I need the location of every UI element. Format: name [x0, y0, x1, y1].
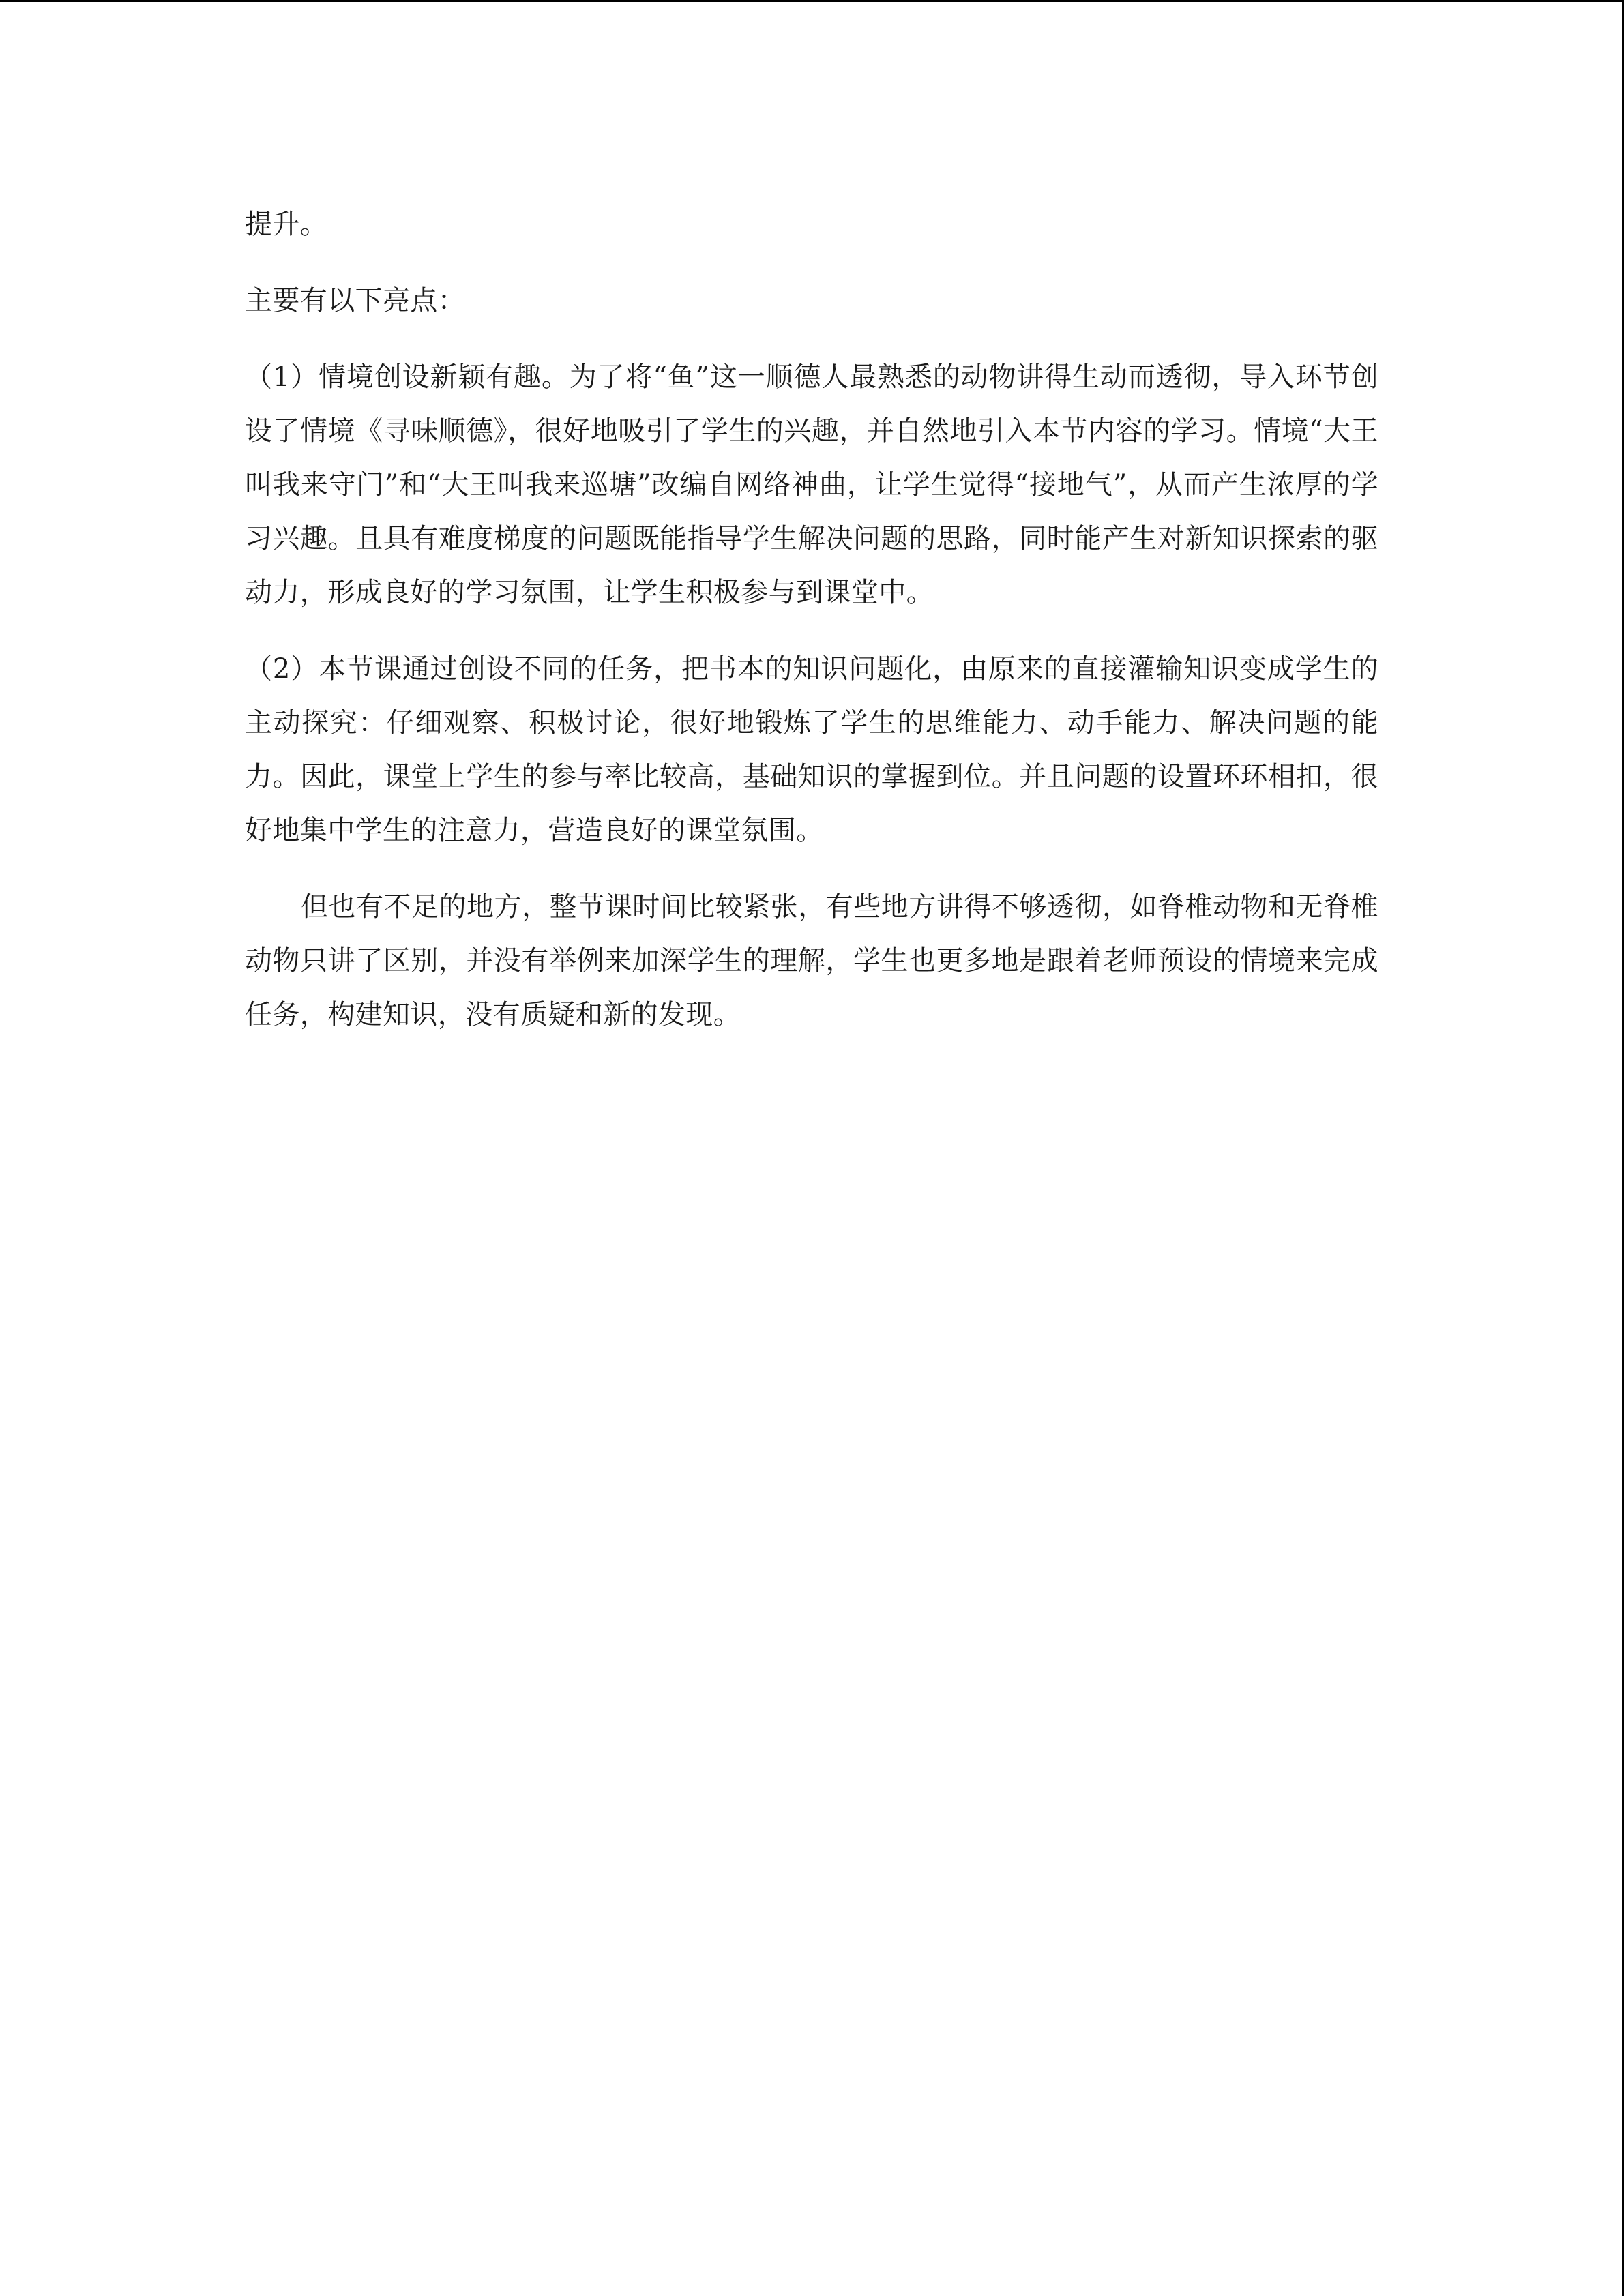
- page-top-border: [0, 0, 1624, 2]
- document-body: [245, 198, 1378, 1042]
- paragraph-highlight-2: （2）本节课通过创设不同的任务，把书本的知识问题化，由原来的直接灌输知识变成学生的主动探究：仔细观察、积极讨论，很好地锻炼了学生的思维能力、动手能力、解决问题的能力。因此，课堂上学生的参与率比较高，基础知识的掌握到位。并且问题的设置环环相扣，很好地集中学生的注意力，营造良好的课堂氛围。: [245, 653, 1378, 846]
- paragraph-shortcomings: 但也有不足的地方，整节课时间比较紧张，有些地方讲得不够透彻，如脊椎动物和无脊椎动物只讲了区别，并没有举例来加深学生的理解，学生也更多地是跟着老师预设的情境来完成任务，构建知识，没有质疑和新的发现。: [245, 891, 1378, 1030]
- paragraph-highlights-intro: 主要有以下亮点：: [245, 285, 466, 316]
- paragraph-continuation: 提升。: [245, 209, 328, 240]
- paragraph-highlight-1: （1）情境创设新颖有趣。为了将“鱼”这一顺德人最熟悉的动物讲得生动而透彻，导入环节创设了情境《寻味顺德》，很好地吸引了学生的兴趣，并自然地引入本节内容的学习。情境“大王叫我来守门”和“大王叫我来巡塘”改编自网络神曲，让学生觉得“接地气”，从而产生浓厚的学习兴趣。且具有难度梯度的问题既能指导学生解决问题的思路，同时能产生对新知识探索的驱动力，形成良好的学习氛围，让学生积极参与到课堂中。: [245, 361, 1378, 608]
